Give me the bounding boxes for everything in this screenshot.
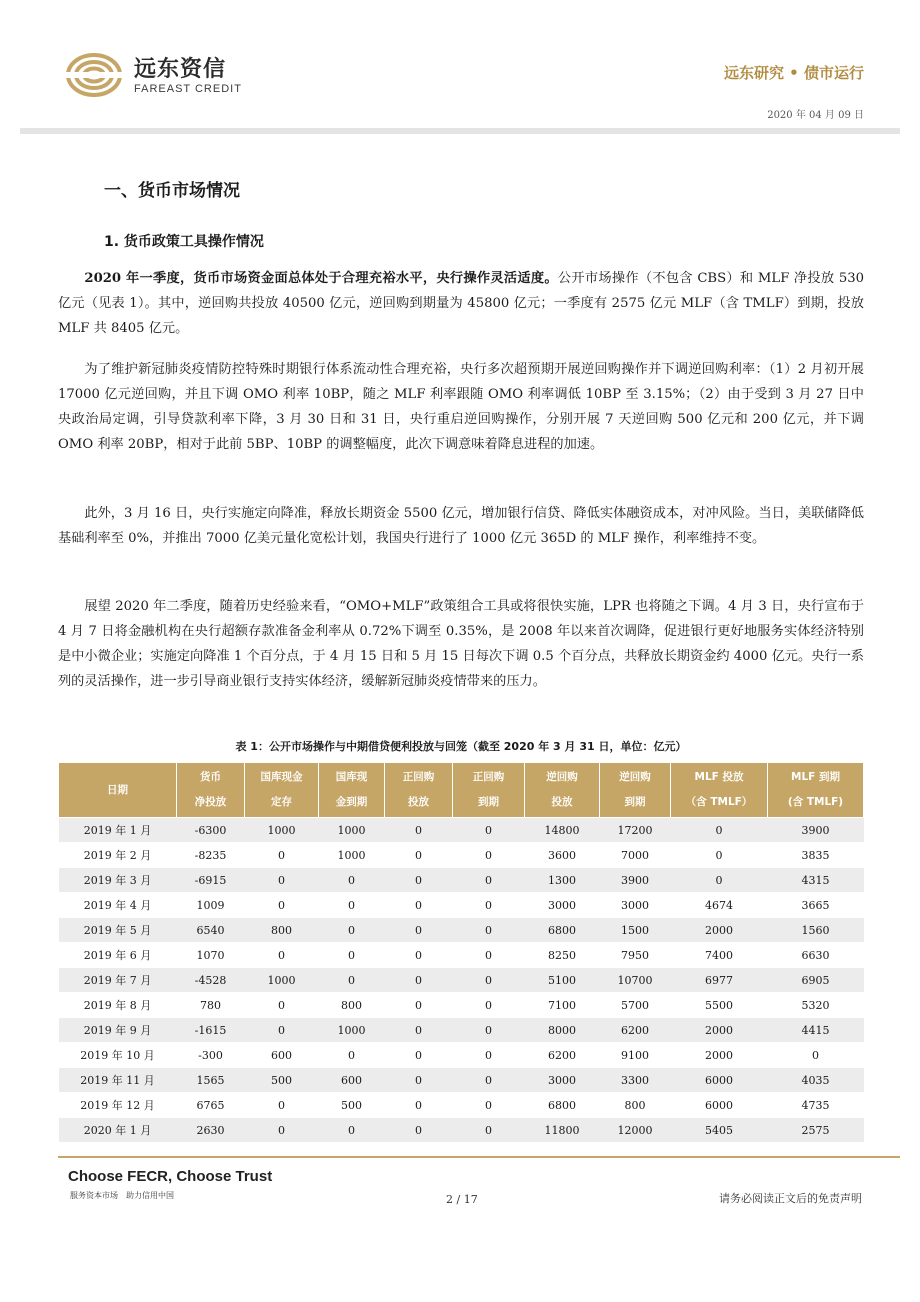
table-cell: 6977 xyxy=(671,968,768,993)
table-cell: 0 xyxy=(385,1018,453,1043)
table-cell: 7950 xyxy=(600,943,671,968)
table-cell: 0 xyxy=(453,968,525,993)
table-cell: 4735 xyxy=(768,1093,864,1118)
table-cell: 1300 xyxy=(525,868,600,893)
paragraph-3: 此外，3 月 16 日，央行实施定向降准，释放长期资金 5500 亿元，增加银行信贷、降低实体融资成本，对冲风险。当日，美联储降低基础利率至 0%，并推出 7000 亿美元量化宽松计划，我国央行进行了 1000 亿元 365D 的 MLF 操作，利率维持不变。 xyxy=(58,506,864,546)
table-row xyxy=(59,1118,864,1143)
column-header xyxy=(768,763,864,818)
column-header-text: 投放 xyxy=(408,796,429,808)
subsection-title: 1. 货币政策工具操作情况 xyxy=(104,234,264,250)
table-cell: 0 xyxy=(319,943,385,968)
table-cell-date: 2019 年 11 月 xyxy=(59,1068,177,1093)
table-cell: 0 xyxy=(453,893,525,918)
table-cell: 0 xyxy=(319,968,385,993)
table-row xyxy=(59,943,864,968)
table-cell: 0 xyxy=(319,1118,385,1143)
table-cell: 1070 xyxy=(177,943,245,968)
column-header-text: 金到期 xyxy=(335,796,368,808)
table-cell: 6200 xyxy=(525,1043,600,1068)
column-header-text: 投放 xyxy=(551,796,573,808)
table-cell: 2630 xyxy=(177,1118,245,1143)
table-cell-date: 2019 年 10 月 xyxy=(59,1043,177,1068)
table-cell: 5320 xyxy=(768,993,864,1018)
table-cell: 2000 xyxy=(671,1043,768,1068)
table-cell: 1000 xyxy=(319,818,385,843)
column-header-text: MLF 投放 xyxy=(694,771,744,783)
column-header-text: 货币 xyxy=(200,771,221,783)
table-cell: 500 xyxy=(245,1068,319,1093)
table-row xyxy=(59,868,864,893)
column-header xyxy=(385,763,453,818)
table-cell: 3835 xyxy=(768,843,864,868)
table-cell: 1000 xyxy=(319,1018,385,1043)
column-header-text: 定存 xyxy=(271,796,292,808)
table-cell: 500 xyxy=(319,1093,385,1118)
report-series: 远东研究 • 债市运行 xyxy=(723,64,864,82)
company-logo xyxy=(66,52,246,104)
table-cell: 0 xyxy=(453,1018,525,1043)
column-header-text: 到期 xyxy=(624,796,646,808)
column-header xyxy=(453,763,525,818)
table-row xyxy=(59,893,864,918)
table-cell: 14800 xyxy=(525,818,600,843)
table-cell: 0 xyxy=(453,918,525,943)
column-header-text: (含 TMLF) xyxy=(787,796,844,808)
table-cell: 0 xyxy=(319,1043,385,1068)
table-cell: 9100 xyxy=(600,1043,671,1068)
table-cell: 0 xyxy=(319,918,385,943)
logo-english-name: FAREAST CREDIT xyxy=(134,83,242,95)
table-cell-date: 2019 年 5 月 xyxy=(59,918,177,943)
paragraph-1-body: 公开市场操作（不包含 CBS）和 MLF 净投放 530 亿元（见表 1）。其中，逆回购共投放 40500 亿元，逆回购到期量为 45800 亿元；一季度有 2575 亿元 MLF（含 TMLF）到期，投放 MLF 共 8405 亿元。 xyxy=(58,271,864,336)
table-cell: -6915 xyxy=(177,868,245,893)
table-cell: 0 xyxy=(385,1068,453,1093)
table-cell-date: 2019 年 6 月 xyxy=(59,943,177,968)
logo-chinese-name: 远东资信 xyxy=(134,57,227,82)
table-cell: 0 xyxy=(768,1043,864,1068)
table-cell: 6000 xyxy=(671,1093,768,1118)
table-cell: 0 xyxy=(671,818,768,843)
table-cell-date: 2019 年 2 月 xyxy=(59,843,177,868)
table-cell: 3000 xyxy=(600,893,671,918)
column-header xyxy=(319,763,385,818)
column-header xyxy=(177,763,245,818)
column-header-text: 到期 xyxy=(478,796,499,808)
table-cell: 600 xyxy=(319,1068,385,1093)
table-cell: 1009 xyxy=(177,893,245,918)
table-cell-date: 2019 年 12 月 xyxy=(59,1093,177,1118)
table-cell: 3900 xyxy=(600,868,671,893)
table-row xyxy=(59,818,864,843)
table-cell: 0 xyxy=(453,843,525,868)
table-cell: 0 xyxy=(453,1043,525,1068)
table-cell: 6800 xyxy=(525,918,600,943)
table-cell: 0 xyxy=(453,1093,525,1118)
table-cell: 0 xyxy=(385,968,453,993)
table-row xyxy=(59,1018,864,1043)
table-cell: 3900 xyxy=(768,818,864,843)
table-cell: 10700 xyxy=(600,968,671,993)
column-header xyxy=(600,763,671,818)
table-cell: 4035 xyxy=(768,1068,864,1093)
table-cell: 1000 xyxy=(245,968,319,993)
table-cell: 8000 xyxy=(525,1018,600,1043)
table-cell: 0 xyxy=(245,1118,319,1143)
table-cell: 5405 xyxy=(671,1118,768,1143)
page-header xyxy=(0,0,920,140)
table-cell-date: 2019 年 8 月 xyxy=(59,993,177,1018)
column-header-text: 正回购 xyxy=(472,771,505,783)
table-cell: 17200 xyxy=(600,818,671,843)
omo-mlf-table xyxy=(58,762,864,1143)
table-cell: 6000 xyxy=(671,1068,768,1093)
column-header-text: 净投放 xyxy=(194,796,227,808)
table-cell: 0 xyxy=(319,868,385,893)
table-cell: 0 xyxy=(385,1118,453,1143)
table-cell: 6905 xyxy=(768,968,864,993)
table-cell: 780 xyxy=(177,993,245,1018)
table-cell: 0 xyxy=(385,868,453,893)
table-cell: 0 xyxy=(671,843,768,868)
table-cell: 6200 xyxy=(600,1018,671,1043)
header-divider xyxy=(20,128,900,134)
table-cell: 0 xyxy=(453,818,525,843)
table-cell: 5700 xyxy=(600,993,671,1018)
table-cell: 8250 xyxy=(525,943,600,968)
table-cell: 6765 xyxy=(177,1093,245,1118)
table-row xyxy=(59,1068,864,1093)
table-cell: 11800 xyxy=(525,1118,600,1143)
table-cell: 0 xyxy=(245,1018,319,1043)
table-cell: 7400 xyxy=(671,943,768,968)
table-cell: 0 xyxy=(245,1093,319,1118)
report-date: 2020 年 04 月 09 日 xyxy=(767,110,864,121)
table-cell: 0 xyxy=(385,993,453,1018)
column-header-text: 国库现金 xyxy=(260,771,303,783)
table-cell: 7100 xyxy=(525,993,600,1018)
paragraph-1 xyxy=(58,266,864,341)
table-cell: 2575 xyxy=(768,1118,864,1143)
table-cell: 600 xyxy=(245,1043,319,1068)
column-header xyxy=(59,763,177,818)
table-cell: 6540 xyxy=(177,918,245,943)
table-cell: 0 xyxy=(385,818,453,843)
column-header xyxy=(671,763,768,818)
table-cell: 4415 xyxy=(768,1018,864,1043)
footer-slogan-sub: 服务资本市场 助力信用中国 xyxy=(70,1191,174,1200)
column-header-text: 逆回购 xyxy=(546,771,578,783)
table-cell: 12000 xyxy=(600,1118,671,1143)
column-header xyxy=(525,763,600,818)
table-cell: 0 xyxy=(453,1068,525,1093)
column-header-text: 日期 xyxy=(107,783,128,796)
table-cell: 0 xyxy=(245,943,319,968)
footer-slogan: Choose FECR, Choose Trust xyxy=(68,1168,273,1185)
table-cell: 2000 xyxy=(671,918,768,943)
table-cell-date: 2020 年 1 月 xyxy=(59,1118,177,1143)
table-cell: 1565 xyxy=(177,1068,245,1093)
page-number: 2 / 17 xyxy=(446,1193,478,1206)
table-cell: 7000 xyxy=(600,843,671,868)
table-cell: 0 xyxy=(453,868,525,893)
table-cell: 0 xyxy=(245,993,319,1018)
table-row xyxy=(59,993,864,1018)
table-cell: 800 xyxy=(600,1093,671,1118)
table-row xyxy=(59,918,864,943)
table-row xyxy=(59,968,864,993)
table-cell: 4315 xyxy=(768,868,864,893)
table-cell: 1000 xyxy=(319,843,385,868)
table-cell: -1615 xyxy=(177,1018,245,1043)
table-row xyxy=(59,1043,864,1068)
section-title: 一、货币市场情况 xyxy=(104,181,240,201)
table-cell: 4674 xyxy=(671,893,768,918)
table-cell-date: 2019 年 3 月 xyxy=(59,868,177,893)
table-row xyxy=(59,1093,864,1118)
table-cell: -6300 xyxy=(177,818,245,843)
table-cell: 1560 xyxy=(768,918,864,943)
table-cell: 5100 xyxy=(525,968,600,993)
table-cell: 5500 xyxy=(671,993,768,1018)
table-body xyxy=(59,818,864,1143)
table-cell: 0 xyxy=(245,843,319,868)
table-cell: 800 xyxy=(245,918,319,943)
paragraph-4: 展望 2020 年二季度，随着历史经验来看，“OMO+MLF”政策组合工具或将很快实施，LPR 也将随之下调。4 月 3 日，央行宣布于 4 月 7 日将金融机构在央行超额存款准备金利率从 0.72%下调至 0.35%，是 2008 年以来首次调降，促进银行更好地服务实体经济特别是中小微企业；实施定向降准 1 个百分点，于 4 月 15 日和 5 月 15 日每次下调 0.5 个百分点，共释放长期资金约 4000 亿元。央行一系列的灵活操作，进一步引导商业银行支持实体经济，缓解新冠肺炎疫情带来的压力。 xyxy=(58,599,864,689)
table-caption: 表 1：公开市场操作与中期借贷便利投放与回笼（截至 2020 年 3 月 31 日，单位：亿元） xyxy=(235,740,687,753)
table-cell: 3600 xyxy=(525,843,600,868)
table-cell: 0 xyxy=(671,868,768,893)
table-cell: 0 xyxy=(385,843,453,868)
footer-divider xyxy=(58,1156,900,1158)
table-cell: 2000 xyxy=(671,1018,768,1043)
table-cell: 0 xyxy=(385,1043,453,1068)
table-cell: 3665 xyxy=(768,893,864,918)
table-cell: 3000 xyxy=(525,1068,600,1093)
column-header-text: （含 TMLF） xyxy=(685,796,753,808)
table-row xyxy=(59,843,864,868)
table-cell: -300 xyxy=(177,1043,245,1068)
table-cell: 0 xyxy=(453,1118,525,1143)
table-cell: 0 xyxy=(453,943,525,968)
table-cell: 0 xyxy=(385,893,453,918)
paragraph-2: 为了维护新冠肺炎疫情防控特殊时期银行体系流动性合理充裕，央行多次超预期开展逆回购操作并下调逆回购利率：（1）2 月初开展 17000 亿元逆回购，并且下调 OMO 利率 10BP，随之 MLF 利率跟随 OMO 利率调低 10BP 至 3.15%；（2）由于受到 3 月 27 日中央政治局定调，引导贷款利率下降，3 月 30 日和 31 日，央行重启逆回购操作，分别开展 7 天逆回购 500 亿元和 200 亿元，并下调 OMO 利率 20BP，相对于此前 5BP、10BP 的调整幅度，此次下调意味着降息进程的加速。 xyxy=(58,362,864,452)
table-cell: 3000 xyxy=(525,893,600,918)
table-cell: 0 xyxy=(453,993,525,1018)
column-header-text: MLF 到期 xyxy=(791,771,840,783)
column-header-text: 逆回购 xyxy=(619,771,651,783)
column-header-text: 国库现 xyxy=(335,771,368,783)
table-cell: 0 xyxy=(245,868,319,893)
table-cell: -4528 xyxy=(177,968,245,993)
table-cell: 0 xyxy=(385,943,453,968)
column-header-text: 正回购 xyxy=(402,771,435,783)
fareast-logo-icon xyxy=(66,52,122,98)
disclaimer-note: 请务必阅读正文后的免责声明 xyxy=(719,1192,862,1205)
table-cell: 0 xyxy=(319,893,385,918)
table-cell: 0 xyxy=(385,918,453,943)
table-cell: 1000 xyxy=(245,818,319,843)
paragraph-1-lead: 2020 年一季度，货币市场资金面总体处于合理充裕水平，央行操作灵活适度。 xyxy=(84,271,558,286)
table-cell: 1500 xyxy=(600,918,671,943)
table-cell: 0 xyxy=(385,1093,453,1118)
table-header-row xyxy=(59,763,864,818)
table-cell: -8235 xyxy=(177,843,245,868)
table-cell-date: 2019 年 4 月 xyxy=(59,893,177,918)
table-cell-date: 2019 年 1 月 xyxy=(59,818,177,843)
table-cell: 6800 xyxy=(525,1093,600,1118)
table-cell-date: 2019 年 9 月 xyxy=(59,1018,177,1043)
table-cell: 800 xyxy=(319,993,385,1018)
table-cell: 6630 xyxy=(768,943,864,968)
table-cell: 0 xyxy=(245,893,319,918)
table-cell: 3300 xyxy=(600,1068,671,1093)
column-header xyxy=(245,763,319,818)
table-cell-date: 2019 年 7 月 xyxy=(59,968,177,993)
